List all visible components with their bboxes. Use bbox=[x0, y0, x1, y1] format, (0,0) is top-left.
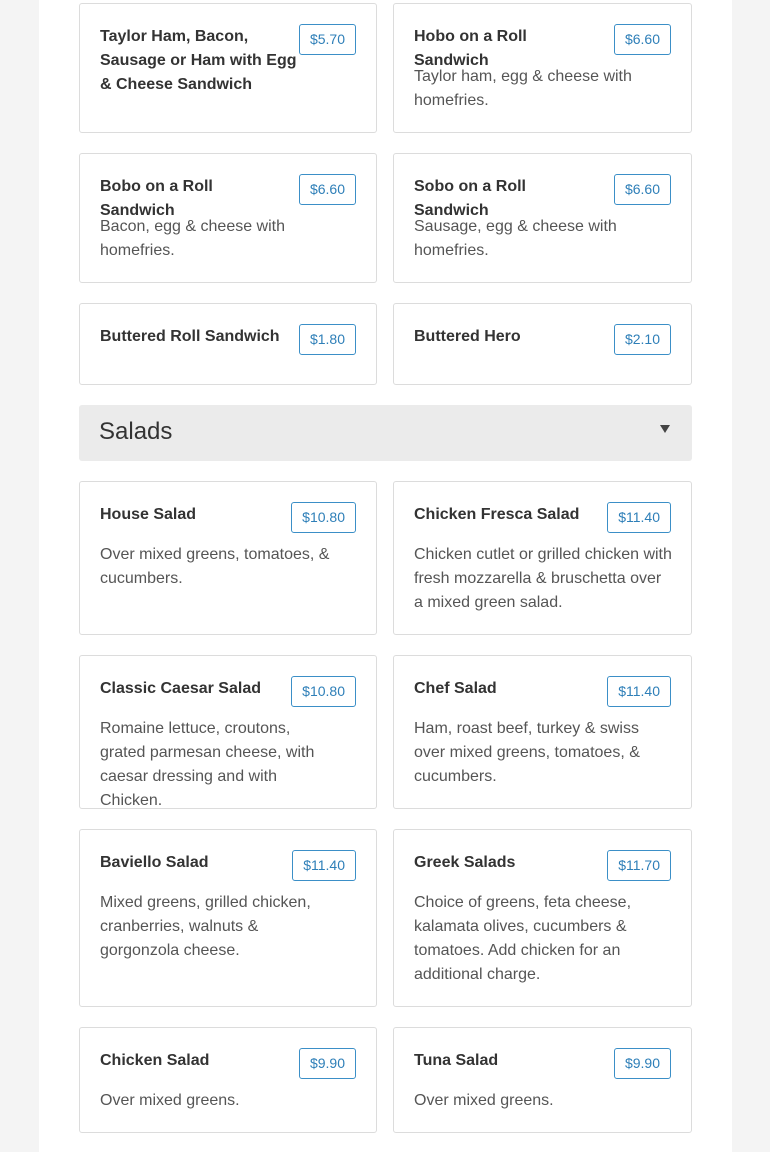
menu-item-name: Chicken Salad bbox=[100, 1052, 210, 1069]
menu-item-card[interactable] bbox=[393, 829, 692, 1007]
menu-item-card[interactable] bbox=[79, 3, 377, 133]
menu-item-name: House Salad bbox=[100, 506, 197, 523]
menu-item-description: Choice of greens, feta cheese, kalamata olives, cucumbers & tomatoes. Add chicken for an additional charge. bbox=[414, 894, 632, 983]
menu-item-card[interactable] bbox=[393, 303, 692, 385]
menu-item-description: Over mixed greens. bbox=[414, 1092, 554, 1109]
menu-item-card[interactable] bbox=[79, 655, 377, 809]
menu-item-description: Bacon, egg & cheese with homefries. bbox=[100, 218, 286, 259]
menu-item-price-button[interactable]: $5.70 bbox=[299, 24, 356, 55]
menu-item-price-button[interactable]: $6.60 bbox=[614, 24, 671, 55]
menu-item-price-button[interactable]: $11.40 bbox=[292, 850, 356, 881]
menu-panel bbox=[39, 0, 732, 1152]
menu-item-price-button[interactable]: $9.90 bbox=[299, 1048, 356, 1079]
menu-item-description: Taylor ham, egg & cheese with homefries. bbox=[414, 68, 632, 109]
menu-item-description: Mixed greens, grilled chicken, cranberries, walnuts & gorgonzola cheese. bbox=[100, 894, 311, 959]
menu-item-price-button[interactable]: $6.60 bbox=[299, 174, 356, 205]
menu-item-card[interactable] bbox=[393, 655, 692, 809]
menu-item-price-button[interactable]: $11.40 bbox=[607, 676, 671, 707]
menu-item-description: Sausage, egg & cheese with homefries. bbox=[414, 218, 617, 259]
menu-item-card[interactable] bbox=[393, 1027, 692, 1133]
menu-item-name: Hobo on a Roll Sandwich bbox=[414, 28, 527, 69]
menu-item-card[interactable] bbox=[393, 153, 692, 283]
menu-item-card[interactable] bbox=[79, 829, 377, 1007]
menu-item-price-button[interactable]: $9.90 bbox=[614, 1048, 671, 1079]
menu-item-name: Buttered Roll Sandwich bbox=[100, 328, 280, 345]
menu-item-name: Bobo on a Roll Sandwich bbox=[100, 178, 213, 219]
menu-item-card[interactable] bbox=[393, 3, 692, 133]
menu-item-name: Taylor Ham, Bacon, Sausage or Ham with Egg & Cheese Sandwich bbox=[100, 28, 297, 93]
menu-item-name: Greek Salads bbox=[414, 854, 516, 871]
menu-item-description: Chicken cutlet or grilled chicken with fresh mozzarella & bruschetta over a mixed green salad. bbox=[414, 546, 672, 611]
menu-item-price-button[interactable]: $11.70 bbox=[607, 850, 671, 881]
menu-item-price-button[interactable]: $1.80 bbox=[299, 324, 356, 355]
menu-item-price-button[interactable]: $6.60 bbox=[614, 174, 671, 205]
section-title: Salads bbox=[99, 418, 173, 445]
section-header-salads[interactable] bbox=[79, 405, 692, 461]
menu-item-price-button[interactable]: $10.80 bbox=[291, 676, 356, 707]
menu-item-card[interactable] bbox=[393, 481, 692, 635]
menu-item-price-button[interactable]: $11.40 bbox=[607, 502, 671, 533]
menu-item-name: Baviello Salad bbox=[100, 854, 209, 871]
menu-item-card[interactable] bbox=[79, 1027, 377, 1133]
menu-item-name: Chef Salad bbox=[414, 680, 497, 697]
menu-item-name: Buttered Hero bbox=[414, 328, 521, 345]
menu-item-name: Tuna Salad bbox=[414, 1052, 499, 1069]
menu-item-name: Classic Caesar Salad bbox=[100, 680, 261, 697]
menu-item-description: Over mixed greens, tomatoes, & cucumbers. bbox=[100, 546, 330, 587]
menu-item-name: Chicken Fresca Salad bbox=[414, 506, 580, 523]
chevron-down-icon[interactable] bbox=[660, 425, 670, 433]
menu-item-name: Sobo on a Roll Sandwich bbox=[414, 178, 526, 219]
menu-item-card[interactable] bbox=[79, 153, 377, 283]
menu-item-description: Romaine lettuce, croutons, grated parmesan cheese, with caesar dressing and with Chicken. bbox=[100, 720, 315, 809]
menu-item-card[interactable] bbox=[79, 481, 377, 635]
menu-item-price-button[interactable]: $2.10 bbox=[614, 324, 671, 355]
menu-item-description: Ham, roast beef, turkey & swiss over mixed greens, tomatoes, & cucumbers. bbox=[414, 720, 640, 785]
menu-item-card[interactable] bbox=[79, 303, 377, 385]
menu-item-price-button[interactable]: $10.80 bbox=[291, 502, 356, 533]
menu-item-description: Over mixed greens. bbox=[100, 1092, 240, 1109]
